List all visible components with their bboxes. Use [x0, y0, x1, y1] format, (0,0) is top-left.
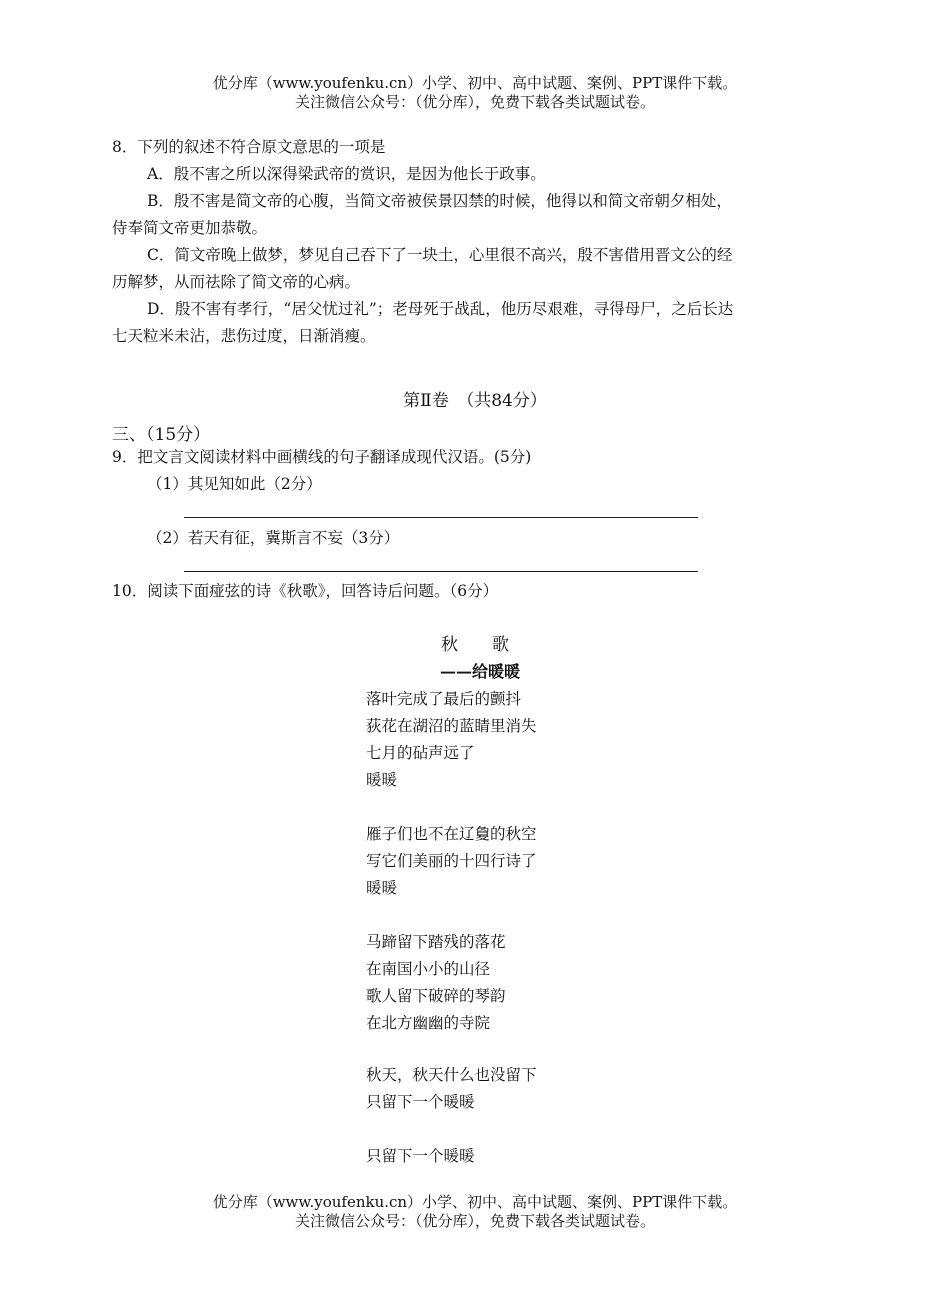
q8-option-d-line2: 七天粒米未沾，悲伤过度，日渐消瘦。: [112, 327, 376, 345]
poem-subtitle: ——给暖暖: [440, 662, 521, 681]
q8-stem: 8．下列的叙述不符合原文意思的一项是: [112, 138, 386, 156]
poem-line: 雁子们也不在辽敻的秋空: [366, 825, 537, 843]
footer-line-2: 关注微信公众号：（优分库），免费下载各类试题试卷。: [294, 1212, 655, 1230]
q8-option-c-line2: 历解梦，从而祛除了简文帝的心病。: [112, 273, 361, 291]
q10-stem: 10．阅读下面痖弦的诗《秋歌》，回答诗后问题。（6分）: [112, 582, 499, 600]
q9-sub2: （2）若天有征，冀斯言不妄（3分）: [147, 529, 400, 547]
q9-stem: 9．把文言文阅读材料中画横线的句子翻译成现代汉语。(5分): [112, 448, 532, 466]
part2-title: 第Ⅱ卷 （共84分）: [403, 391, 547, 411]
poem-line: 写它们美丽的十四行诗了: [366, 852, 537, 870]
header-line-1: 优分库（www.youfenku.cn）小学、初中、高中试题、案例、PPT课件下载。: [212, 74, 738, 92]
header-line-2: 关注微信公众号：（优分库），免费下载各类试题试卷。: [294, 93, 655, 111]
q8-option-b-line1: B．殷不害是简文帝的心腹，当简文帝被侯景囚禁的时候，他得以和简文帝朝夕相处，: [147, 192, 732, 210]
poem-line: 歌人留下破碎的琴韵: [366, 987, 506, 1005]
poem-line: 在北方幽幽的寺院: [366, 1014, 491, 1032]
q9-sub1: （1）其见知如此（2分）: [147, 475, 322, 493]
poem-line: 马蹄留下踏残的落花: [366, 933, 506, 951]
poem-title: 秋 歌: [441, 635, 509, 655]
q9-sub2-answer-line: [184, 571, 698, 572]
section-3-heading: 三、（15分）: [112, 425, 211, 445]
q8-option-a: A．殷不害之所以深得梁武帝的赏识，是因为他长于政事。: [147, 165, 546, 183]
poem-line: 荻花在湖沼的蓝睛里消失: [366, 717, 537, 735]
q9-sub1-answer-line: [184, 517, 698, 518]
poem-line: 暖暖: [366, 879, 398, 897]
poem-line: 落叶完成了最后的颤抖: [366, 690, 522, 708]
q8-option-b-line2: 侍奉简文帝更加恭敬。: [112, 219, 268, 237]
footer-line-1: 优分库（www.youfenku.cn）小学、初中、高中试题、案例、PPT课件下载。: [212, 1193, 738, 1211]
poem-line: 秋天，秋天什么也没留下: [366, 1066, 537, 1084]
poem-line: 只留下一个暖暖: [366, 1093, 475, 1111]
poem-line: 暖暖: [366, 771, 398, 789]
q8-option-c-line1: C．简文帝晚上做梦，梦见自己吞下了一块土，心里很不高兴，殷不害借用晋文公的经: [147, 246, 733, 264]
poem-line: 在南国小小的山径: [366, 960, 491, 978]
poem-line: 只留下一个暖暖: [366, 1147, 475, 1165]
poem-line: 七月的砧声远了: [366, 744, 475, 762]
q8-option-d-line1: D．殷不害有孝行，“居父忧过礼”；老母死于战乱，他历尽艰难，寻得母尸，之后长达: [147, 300, 734, 318]
